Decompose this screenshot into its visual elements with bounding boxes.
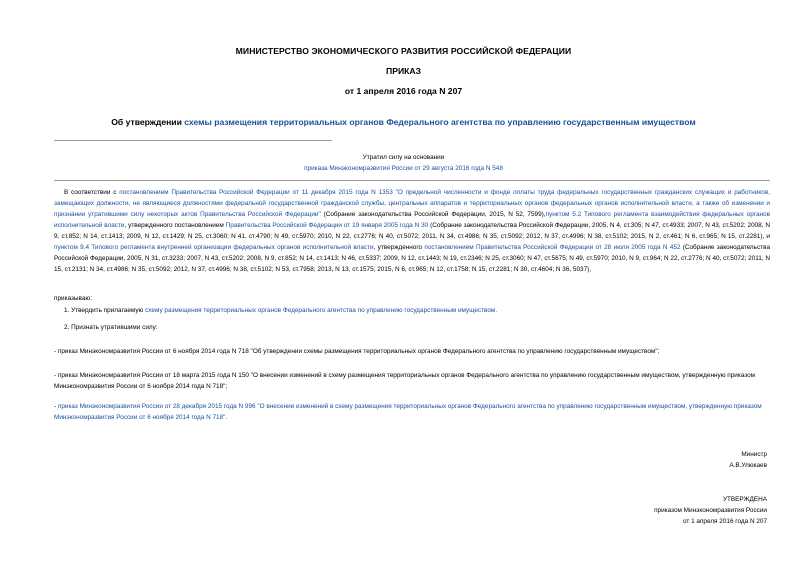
repealed-item-3: [54, 401, 770, 423]
preamble-link-decree-1353[interactable]: постановлением Правительства Российской Федерации от 11 декабря 2015 года N 1353 "О предельной численности и фонде оплаты труда федеральных государственных гражданских служащих и работников, замещающих должности, не являющиеся должностями федеральной государственной гражданской службы, центральных аппаратов и территориальных органов федеральных органов исполнительной власти, а также об изменении и признании утратившими силу некоторых актов Правительства Российской Федерации": [54, 189, 771, 218]
document-date-number: от 1 апреля 2016 года N 207: [344, 86, 463, 96]
preamble-text-2: (Собрание законодательства Российской Федерации, 2015, N 52, 7599),: [320, 211, 546, 218]
preamble-text-5: , утвержденного: [373, 244, 425, 251]
repealed-item-2: - приказ Минэкономразвития России от 18 марта 2015 года N 150 "О внесении изменений в схему размещения территориальных органов Федерального агентства по управлению государственным имуществом, утвержденную приказом Минэкономразвития России от 6 ноября 2014 года N 718";: [54, 372, 756, 390]
preamble-text-4: (Собрание законодательства Российской Федерации, 2005, N 4, ст.305; N 47, ст.4933; 2007, N 43, ст.5202; 2008, N 9, ст.852; N 14, ст.1413; 2009, N 12, ст.1429; N 25, ст.3060; N 41, ст.4790; N 49, ст.5970; 2010, N 22, ст.2776; N 40, ст.5072; 2011, N 34, ст.4986; N 35, ст.5092; 2012, N 37, ст.4996; N 38, ст.5102; 2015, N 2, ст.461; N 6, ст.965; N 15, ст.2281), и: [54, 222, 771, 240]
preamble-link-decree-452[interactable]: постановлением Правительства Российской Федерации от 28 июля 2005 года N 452: [424, 244, 681, 251]
approval-date: от 1 апреля 2016 года N 207: [682, 518, 767, 525]
repealed-item-3-dash: -: [54, 403, 58, 410]
item-1: [64, 305, 770, 316]
item-2: 2. Признать утратившими силу:: [64, 324, 158, 331]
repeal-order-link-text[interactable]: приказа Минэкономразвития России от 29 августа 2016 года N 548: [304, 165, 503, 172]
preamble-text-1: В соответствии с: [64, 189, 120, 196]
lost-force-note: Утратил силу на основании: [362, 154, 445, 161]
signature-position: Министр: [741, 451, 767, 458]
document-title: [0, 117, 807, 127]
repeal-order-link[interactable]: [0, 165, 807, 172]
signature-name: А.В.Улюкаев: [729, 462, 767, 469]
repealed-item-3-link[interactable]: приказ Минэкономразвития России от 28 декабря 2015 года N 996 "О внесении изменений в схему размещения территориальных органов Федерального агентства по управлению государственным имуществом, утвержденную приказом Минэкономразвития России от 6 ноября 2014 года N 718".: [54, 403, 762, 421]
approval-by-order: приказом Минэкономразвития России: [654, 507, 767, 514]
item-1-text: 1. Утвердить прилагаемую: [64, 307, 146, 314]
repealed-item-1: - приказ Минэкономразвития России от 6 ноября 2014 года N 718 "Об утверждении схемы размещения территориальных органов Федерального агентства по управлению государственным имуществом";: [54, 348, 660, 355]
preamble-link-clause-5-2[interactable]: пунктом 5.2 Типового регламента взаимодействия федеральных органов исполнительной власти: [54, 211, 771, 229]
preamble-text-3: , утвержденного постановлением: [124, 222, 226, 229]
preamble-text-6: (Собрание законодательства Российской Федерации, 2005, N 31, ст.3233; 2007, N 43, ст.5202; 2008, N 9, ст.852; N 14, ст.1413; N 46, ст.5337; 2009, N 12, ст.1443; N 19, ст.2346; N 25, ст.3060; N 47, ст.5675; N 49, ст.5970; 2010, N 9, ст.964; N 22, ст.2776; N 40, ст.5072; 2011, N 15, ст.2131; N 34, ст.4986; N 35, ст.5092; 2012, N 37, ст.4996; N 38, ст.5102; N 53, ст.7958; 2013, N 13, ст.1575; 2015, N 6, ст.965; N 12, ст.1758; N 15, ст.2281; N 30, ст.4604; N 36, 5037),: [54, 244, 770, 273]
title-prefix: Об утверждении: [111, 117, 185, 127]
ministry-name: МИНИСТЕРСТВО ЭКОНОМИЧЕСКОГО РАЗВИТИЯ РОССИЙСКОЙ ФЕДЕРАЦИИ: [235, 46, 572, 56]
item-1-link[interactable]: схему размещения территориальных органов Федерального агентства по управлению государственным имуществом.: [145, 307, 498, 314]
document-type: ПРИКАЗ: [386, 66, 421, 76]
preamble-paragraph: [54, 187, 770, 275]
order-word: приказываю:: [54, 295, 92, 302]
title-link[interactable]: схемы размещения территориальных органов Федерального агентства по управлению государственным имуществом: [184, 117, 696, 127]
preamble-link-clause-9-4[interactable]: пунктом 9.4 Типового регламента внутренней организации федеральных органов исполнительной власти: [54, 244, 374, 251]
divider-short: [54, 140, 332, 141]
preamble-link-decree-30[interactable]: Правительства Российской Федерации от 19 января 2005 года N 30: [225, 222, 429, 229]
divider-full: [54, 180, 770, 181]
approval-stamp: УТВЕРЖДЕНА: [722, 496, 767, 503]
